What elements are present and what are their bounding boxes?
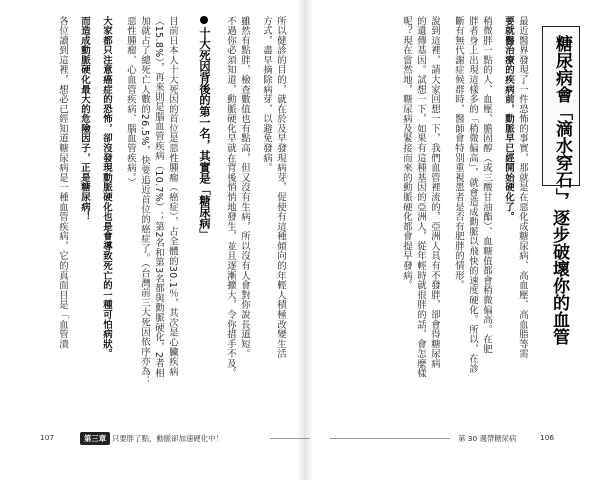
left-text-column: 惡性腫瘤、心血管疾病、腦血管疾病。）: [125, 16, 136, 188]
bullet-dot-icon: [200, 16, 208, 24]
left-text-column: （15.8%），再來則是腦血管疾病（10.7%）；第2名和第3名都與動脈硬化，2者相: [153, 16, 164, 378]
left-text-column: 各位讀到這裡，想必已經知道糖尿病是一種血管疾病，它的真面目是「血管潰: [57, 16, 68, 349]
left-text-column: 所以健診的目的，就在於及早發現病芽，促使有這種傾向的年輕人積極改變生活: [275, 16, 286, 359]
footer-rule: [270, 438, 310, 439]
left-text-column: 大家都只注意癌症的恐怖，卻沒發現動脈硬化也是會導致死亡的一種可怕病狀。: [101, 16, 112, 359]
left-text-column: 不過你必須知道，動脈硬化早就在背後悄悄地發生，並且逐漸擴大，令你措手不及。: [225, 16, 236, 379]
right-text-column: 最近醫界發現了一件恐怖的事實，那就是在惡化成糖尿病、高血壓、高血脂等需: [517, 16, 528, 359]
chapter-title-continuation: ，逐步破壞你的血管: [549, 192, 569, 345]
right-text-column: 呢？現在當然地，糖尿病及緊接而來的動脈硬化都會提早發病。: [401, 16, 412, 291]
right-text-column: 稍微胖一點的人、血壓、膽固醇（或三酸甘油酯）、血糖值都會稍微偏高。在肥: [481, 16, 492, 354]
left-text-column: 方式，盡早摘除病芽，以避免發病。: [261, 16, 272, 173]
right-text-column: 要就醫治療的疾病前，動脈早已經開始硬化了。: [503, 16, 514, 222]
section-heading-text: 十大死因背後的第一名，其實是「糖尿病」: [198, 27, 211, 240]
book-gutter: [296, 0, 314, 480]
chapter-title-boxed: 糖尿病會「滴水穿石」: [552, 35, 572, 205]
left-page-footer: [40, 432, 280, 446]
chapter-tag: 第三章: [80, 432, 110, 445]
chapter-title-box: [542, 26, 580, 205]
section-heading: [196, 16, 212, 416]
left-text-column: 目前日本人十大死因的首位是惡性腫瘤（癌症），占全體的30.1％，其次是心臟疾病: [167, 16, 178, 377]
running-header: 第 30 週帶糖尿病: [458, 434, 517, 443]
right-text-column: 胖者身上出現這樣多的「稍微偏高」，就會造成動脈以飛快的速度硬化。所以，在診: [467, 16, 478, 374]
running-header: 只要胖了點，動脈卻加速硬化中！: [112, 434, 223, 443]
left-text-column: 雖然有點胖，檢查數值也有點高，但又沒有生病，所以沒有人會對你說長道短。: [239, 16, 250, 359]
right-text-column: 說到這裡，請大家回想一下，我們血管裡流的，亞洲人具有不發胖，卻會得糖尿病: [429, 16, 440, 369]
right-page: [316, 16, 586, 436]
right-page-footer: [330, 432, 558, 446]
right-text-column: 的遺傳基因。試想一下，如果有這種基因的亞洲人，從年輕時就很胖的話，會怎麼樣: [415, 16, 426, 379]
page-number: 106: [540, 433, 555, 442]
left-page: [16, 16, 296, 436]
page-number: 107: [40, 433, 55, 442]
left-text-column: 加就占了總死亡人數的26.5%，快要追近首位的癌症了。（台灣前三大死因依序亦為：: [139, 16, 150, 386]
footer-rule: [330, 438, 450, 439]
right-text-column: 斷有無代謝症候群時，醫師會特別重視患者是否有肥胖的情形。: [453, 16, 464, 291]
left-text-column: 而造成動脈硬化最大的危險因子，正是糖尿病！: [79, 16, 90, 222]
